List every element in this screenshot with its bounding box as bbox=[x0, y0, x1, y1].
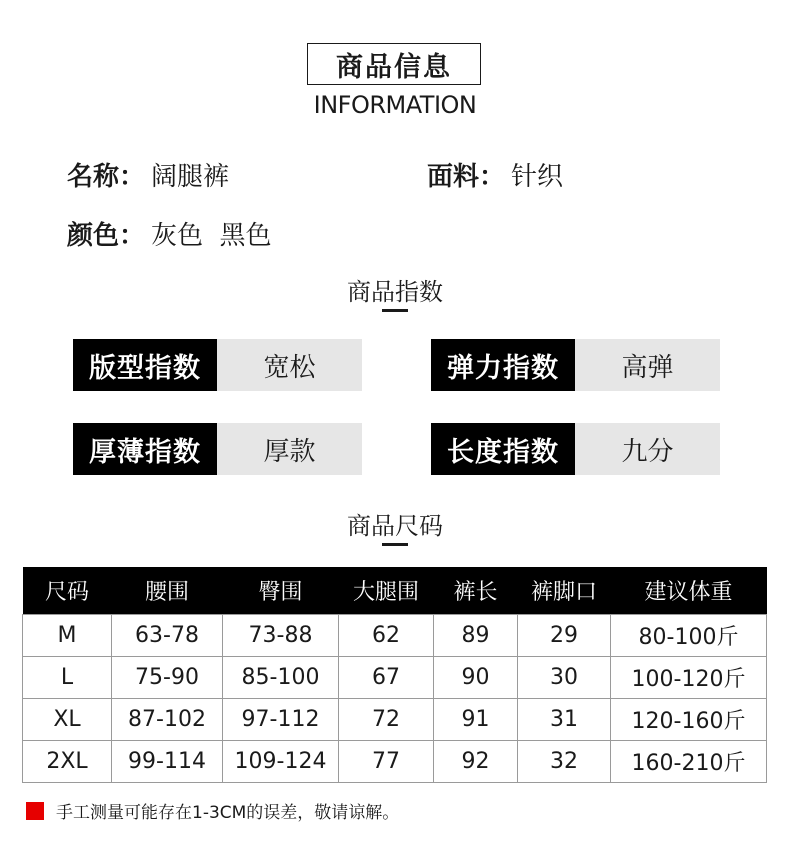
size-section-title: 商品尺码 bbox=[347, 512, 443, 540]
table-cell: 32 bbox=[518, 741, 611, 783]
table-cell: 77 bbox=[339, 741, 434, 783]
index-value: 高弹 bbox=[575, 339, 720, 391]
measurement-note bbox=[26, 798, 399, 823]
table-cell: 120-160斤 bbox=[611, 699, 767, 741]
fabric-value: 针织 bbox=[511, 162, 564, 192]
table-cell: 99-114 bbox=[112, 741, 223, 783]
table-cell: L bbox=[23, 657, 112, 699]
table-cell: 100-120斤 bbox=[611, 657, 767, 699]
info-fabric bbox=[427, 156, 563, 193]
size-table bbox=[22, 567, 767, 783]
color-value: 灰色 黑色 bbox=[151, 221, 272, 251]
table-cell: 75-90 bbox=[112, 657, 223, 699]
table-cell: XL bbox=[23, 699, 112, 741]
index-item-thickness bbox=[73, 423, 362, 475]
table-cell: 30 bbox=[518, 657, 611, 699]
table-cell: M bbox=[23, 615, 112, 657]
info-color bbox=[67, 215, 272, 252]
name-label: 名称： bbox=[67, 162, 146, 192]
table-cell: 90 bbox=[434, 657, 518, 699]
index-item-elasticity bbox=[431, 339, 720, 391]
red-square-icon bbox=[26, 802, 44, 820]
table-cell: 72 bbox=[339, 699, 434, 741]
index-section-title: 商品指数 bbox=[347, 278, 443, 306]
index-value: 宽松 bbox=[217, 339, 362, 391]
table-cell: 73-88 bbox=[223, 615, 339, 657]
table-cell: 63-78 bbox=[112, 615, 223, 657]
header-cell: 臀围 bbox=[223, 567, 339, 615]
subtitle-information: INFORMATION bbox=[313, 91, 477, 119]
table-cell: 62 bbox=[339, 615, 434, 657]
table-cell: 160-210斤 bbox=[611, 741, 767, 783]
table-cell: 97-112 bbox=[223, 699, 339, 741]
index-value: 九分 bbox=[575, 423, 720, 475]
index-key: 弹力指数 bbox=[431, 339, 575, 391]
table-cell: 29 bbox=[518, 615, 611, 657]
info-name bbox=[67, 156, 229, 193]
index-title-underline bbox=[382, 309, 408, 312]
index-key: 厚薄指数 bbox=[73, 423, 217, 475]
table-cell: 67 bbox=[339, 657, 434, 699]
header-cell: 大腿围 bbox=[339, 567, 434, 615]
size-title-underline bbox=[382, 543, 408, 546]
note-text: 手工测量可能存在1-3CM的误差，敬请谅解。 bbox=[56, 803, 400, 823]
section-title-product-info bbox=[307, 43, 481, 85]
index-key: 长度指数 bbox=[431, 423, 575, 475]
header-cell: 尺码 bbox=[23, 567, 112, 615]
table-cell: 2XL bbox=[23, 741, 112, 783]
table-row bbox=[23, 699, 767, 741]
table-row bbox=[23, 615, 767, 657]
table-cell: 80-100斤 bbox=[611, 615, 767, 657]
table-cell: 31 bbox=[518, 699, 611, 741]
color-label: 颜色： bbox=[67, 221, 146, 251]
index-item-length bbox=[431, 423, 720, 475]
header-cell: 腰围 bbox=[112, 567, 223, 615]
table-cell: 91 bbox=[434, 699, 518, 741]
table-row bbox=[23, 741, 767, 783]
name-value: 阔腿裤 bbox=[151, 162, 230, 192]
table-cell: 87-102 bbox=[112, 699, 223, 741]
title-text: 商品信息 bbox=[336, 51, 452, 83]
header-cell: 建议体重 bbox=[611, 567, 767, 615]
fabric-label: 面料： bbox=[427, 162, 506, 192]
size-table-header-row bbox=[23, 567, 767, 615]
table-cell: 85-100 bbox=[223, 657, 339, 699]
table-row bbox=[23, 657, 767, 699]
index-item-fit bbox=[73, 339, 362, 391]
header-cell: 裤长 bbox=[434, 567, 518, 615]
table-cell: 109-124 bbox=[223, 741, 339, 783]
table-cell: 92 bbox=[434, 741, 518, 783]
index-key: 版型指数 bbox=[73, 339, 217, 391]
table-cell: 89 bbox=[434, 615, 518, 657]
header-cell: 裤脚口 bbox=[518, 567, 611, 615]
index-value: 厚款 bbox=[217, 423, 362, 475]
